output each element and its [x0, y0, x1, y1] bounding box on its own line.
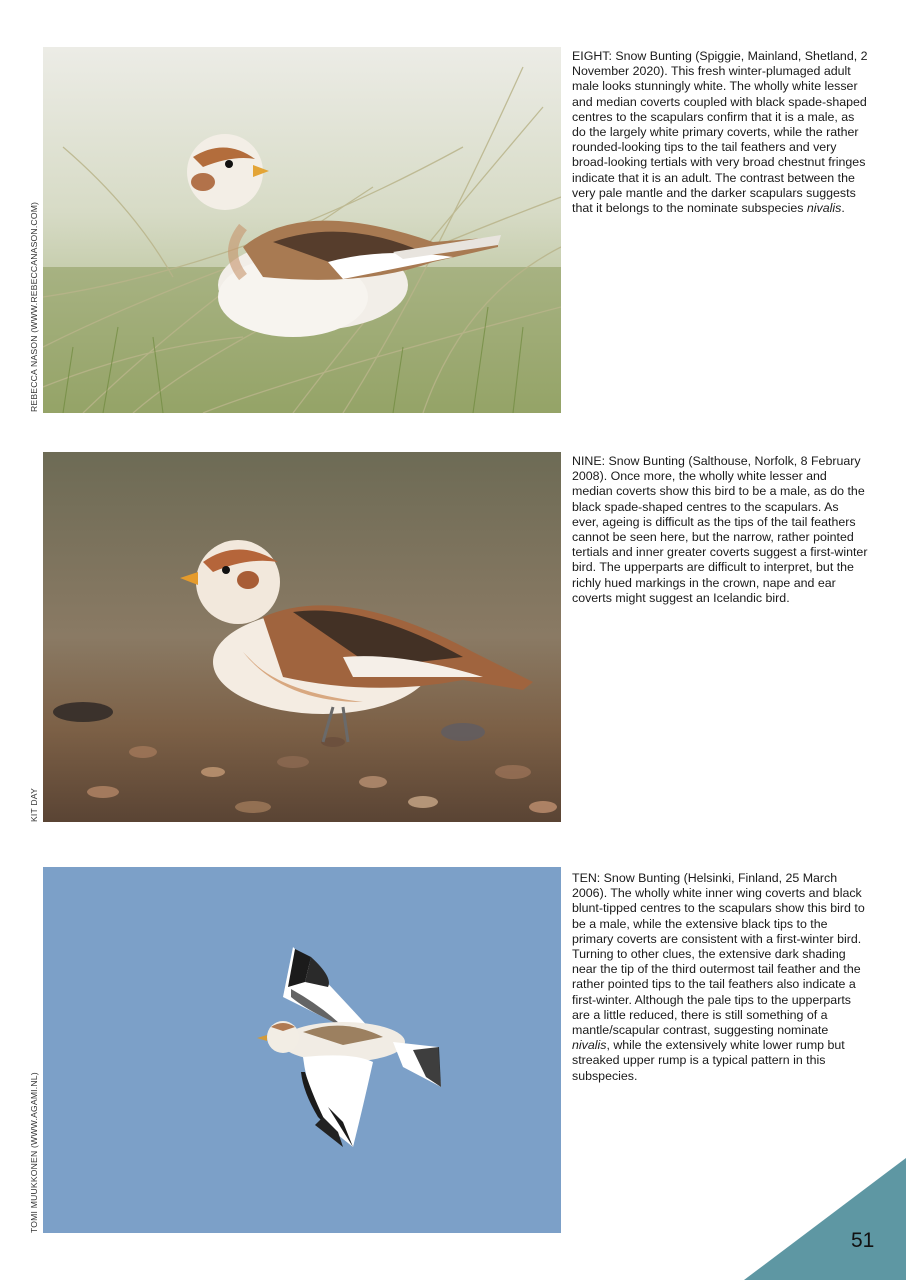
caption-ten-italic: nivalis	[572, 1038, 607, 1053]
caption-eight-end: .	[841, 201, 845, 216]
caption-ten-end: , while the extensively white lower rump but streaked upper rump is a typical pattern in this subspecies.	[572, 1038, 845, 1083]
caption-ten	[572, 871, 868, 1084]
photo-snow-bunting-grass	[43, 47, 561, 413]
photo-snow-bunting-shingle	[43, 452, 561, 822]
caption-ten-text: TEN: Snow Bunting (Helsinki, Finland, 25 March 2006). The wholly white inner wing coverts and black blunt-tipped centres to the scapulars show this bird to be a male, while the extensive black tips to the primary coverts are consistent with a first-winter bird. Turning to other clues, the extensive dark shading near the tip of the third outermost tail feather and the rather pointed tips to the tail feathers also indicate a first-winter. Although the pale tips to the upperparts are a little reduced, there is still something of a mantle/scapular contrast, suggesting nominate	[572, 871, 865, 1038]
caption-eight	[572, 49, 868, 216]
caption-nine-text: NINE: Snow Bunting (Salthouse, Norfolk, 8 February 2008). Once more, the wholly white lesser and median coverts show this bird to be a male, as do the black spade-shaped centres to the scapulars. As ever, ageing is difficult as the tips of the tail feathers cannot be seen here, but the narrow, rather pointed tertials and inner greater coverts suggest a first-winter bird. The upperparts are difficult to interpret, but the richly hued markings in the crown, nape and ear coverts might suggest an Icelandic bird.	[572, 454, 868, 605]
caption-nine	[572, 454, 868, 606]
photo-credit-1: REBECCA NASON (WWW.REBECCANASON.COM)	[29, 201, 39, 412]
corner-triangle-decoration	[744, 1158, 906, 1280]
page-number: 51	[851, 1229, 875, 1252]
photo-credit-2: KIT DAY	[29, 787, 39, 822]
caption-eight-italic: nivalis	[806, 201, 842, 216]
photo-snow-bunting-flight	[43, 867, 561, 1233]
caption-eight-text: EIGHT: Snow Bunting (Spiggie, Mainland, Shetland, 2 November 2020). This fresh winter-plumaged adult male looks stunningly white. The wholly white lesser and median coverts coupled with black spade-shaped centres to the scapulars confirm that it is a male, as do the largely white primary coverts, while the rather rounded-looking tips to the tail feathers and very broad-looking tertials with very broad chestnut fringes indicate that it is an adult. The contrast between the very pale mantle and the darker scapulars suggests that it belongs to the nominate subspecies	[572, 49, 868, 216]
photo-credit-3: TOMI MUUKKONEN (WWW.AGAMI.NL)	[29, 1072, 39, 1233]
